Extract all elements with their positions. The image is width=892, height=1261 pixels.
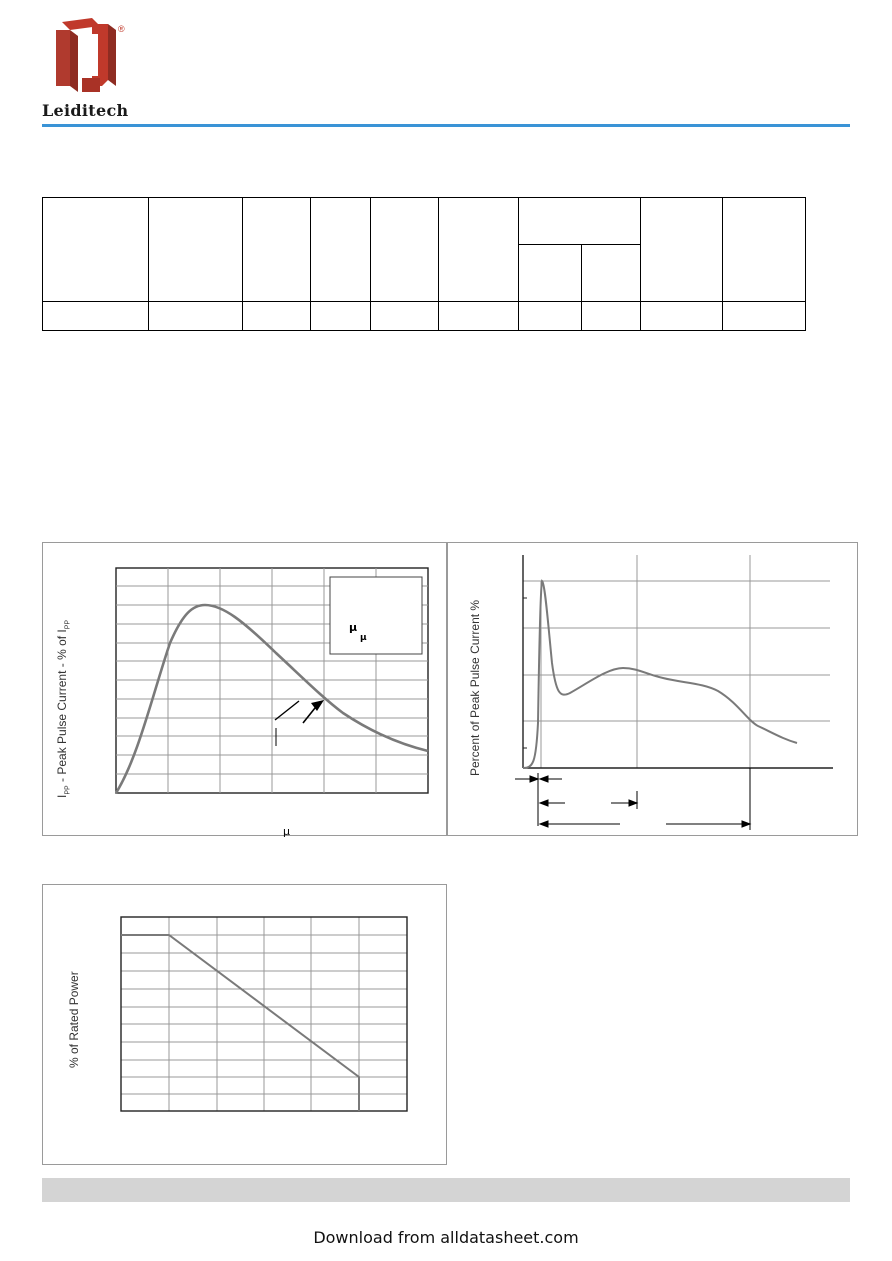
chart2-plot (448, 543, 859, 837)
legend-mu-1: μ (349, 621, 358, 634)
peak-current-panel (447, 542, 858, 836)
pulse-waveform-panel (42, 542, 447, 836)
legend-mu-2: μ (360, 633, 367, 643)
download-link[interactable]: Download from alldatasheet.com (313, 1228, 579, 1247)
power-derating-panel (42, 884, 447, 1165)
chart2-y-axis-label: Percent of Peak Pulse Current % (468, 599, 482, 776)
chart1-x-axis-label: μ (283, 825, 290, 838)
chart3-y-axis-label: % of Rated Power (67, 971, 81, 1068)
registered-mark: ® (118, 24, 125, 34)
brand-name: Leiditech (42, 101, 129, 120)
header-divider (42, 124, 850, 127)
footer-bar (42, 1178, 850, 1202)
chart1-plot (43, 543, 448, 837)
specification-table (42, 197, 806, 331)
chart3-plot (43, 885, 448, 1166)
chart1-y-axis-label: $I_{PP}$ - Peak Pulse Current - % of $I_{PP}$ (55, 619, 72, 798)
